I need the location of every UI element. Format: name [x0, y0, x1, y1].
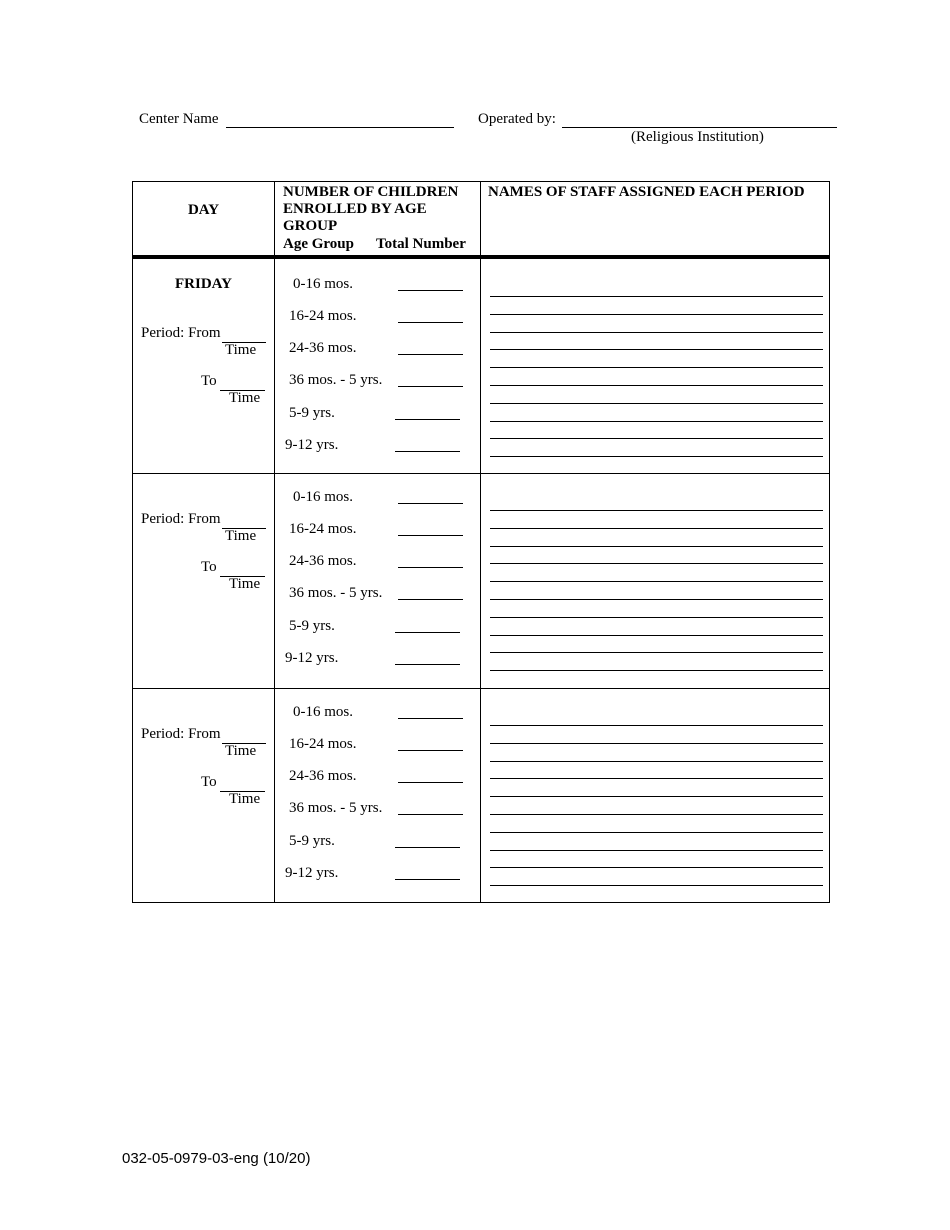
staff-name-line[interactable]: [490, 743, 823, 744]
staff-name-line[interactable]: [490, 438, 823, 439]
total-number-field[interactable]: [398, 386, 463, 387]
total-number-field[interactable]: [395, 879, 460, 880]
staff-column-header: NAMES OF STAFF ASSIGNED EACH PERIOD: [488, 184, 805, 200]
staff-name-line[interactable]: [490, 456, 823, 457]
to-label: To: [201, 774, 217, 790]
age-group-label: 16-24 mos.: [289, 521, 357, 537]
staff-name-line[interactable]: [490, 367, 823, 368]
staff-name-line[interactable]: [490, 546, 823, 547]
staff-name-line[interactable]: [490, 635, 823, 636]
total-number-field[interactable]: [395, 419, 460, 420]
staff-name-line[interactable]: [490, 421, 823, 422]
age-group-label: 24-36 mos.: [289, 768, 357, 784]
operated-by-field[interactable]: [562, 127, 837, 128]
total-number-field[interactable]: [398, 535, 463, 536]
age-group-label: 24-36 mos.: [289, 553, 357, 569]
age-group-label: 36 mos. - 5 yrs.: [289, 800, 383, 816]
staff-name-line[interactable]: [490, 778, 823, 779]
age-group-label: 36 mos. - 5 yrs.: [289, 585, 383, 601]
total-number-field[interactable]: [398, 782, 463, 783]
total-number-field[interactable]: [395, 632, 460, 633]
age-group-label: 16-24 mos.: [289, 308, 357, 324]
day-column-header: DAY: [187, 202, 220, 218]
staff-name-line[interactable]: [490, 314, 823, 315]
age-group-label: 5-9 yrs.: [289, 833, 335, 849]
center-name-label: Center Name: [139, 111, 219, 127]
to-label: To: [201, 559, 217, 575]
staff-name-line[interactable]: [490, 761, 823, 762]
operated-by-label: Operated by:: [478, 111, 556, 127]
total-number-field[interactable]: [398, 599, 463, 600]
age-group-label: 0-16 mos.: [293, 276, 353, 292]
total-number-field[interactable]: [398, 814, 463, 815]
age-group-label: 5-9 yrs.: [289, 618, 335, 634]
total-number-field[interactable]: [395, 451, 460, 452]
age-group-label: 9-12 yrs.: [285, 865, 339, 881]
staff-name-line[interactable]: [490, 385, 823, 386]
time-label: Time: [229, 576, 261, 592]
staff-assignment-table: [132, 181, 830, 903]
religious-institution-note: (Religious Institution): [631, 129, 764, 145]
staff-name-line[interactable]: [490, 850, 823, 851]
staff-name-line[interactable]: [490, 617, 823, 618]
staff-name-line[interactable]: [490, 867, 823, 868]
age-group-subheader: Age Group: [283, 236, 354, 252]
age-group-label: 24-36 mos.: [289, 340, 357, 356]
total-number-field[interactable]: [398, 567, 463, 568]
staff-name-line[interactable]: [490, 296, 823, 297]
period-from-label: Period: From: [141, 325, 221, 341]
staff-name-line[interactable]: [490, 332, 823, 333]
age-group-label: 9-12 yrs.: [285, 437, 339, 453]
period-from-label: Period: From: [141, 511, 221, 527]
staff-name-line[interactable]: [490, 725, 823, 726]
total-number-field[interactable]: [398, 503, 463, 504]
column-divider: [480, 182, 481, 902]
staff-name-line[interactable]: [490, 796, 823, 797]
total-number-field[interactable]: [398, 718, 463, 719]
time-label: Time: [225, 342, 257, 358]
column-divider: [274, 182, 275, 902]
staff-name-line[interactable]: [490, 670, 823, 671]
center-name-field[interactable]: [226, 127, 454, 128]
staff-name-line[interactable]: [490, 563, 823, 564]
period-from-label: Period: From: [141, 726, 221, 742]
total-number-field[interactable]: [395, 847, 460, 848]
total-number-field[interactable]: [395, 664, 460, 665]
header-thick-divider: [133, 255, 829, 259]
staff-name-line[interactable]: [490, 814, 823, 815]
staff-name-line[interactable]: [490, 403, 823, 404]
staff-name-line[interactable]: [490, 528, 823, 529]
form-number: 032-05-0979-03-eng (10/20): [122, 1150, 311, 1167]
children-column-header-line2: ENROLLED BY AGE: [283, 201, 427, 217]
staff-name-line[interactable]: [490, 581, 823, 582]
total-number-field[interactable]: [398, 322, 463, 323]
staff-name-line[interactable]: [490, 885, 823, 886]
children-column-header-line3: GROUP: [283, 218, 338, 234]
staff-name-line[interactable]: [490, 652, 823, 653]
staff-name-line[interactable]: [490, 349, 823, 350]
age-group-label: 16-24 mos.: [289, 736, 357, 752]
time-label: Time: [229, 791, 261, 807]
total-number-field[interactable]: [398, 750, 463, 751]
age-group-label: 0-16 mos.: [293, 489, 353, 505]
age-group-label: 5-9 yrs.: [289, 405, 335, 421]
time-label: Time: [229, 390, 261, 406]
age-group-label: 0-16 mos.: [293, 704, 353, 720]
day-label: FRIDAY: [175, 276, 232, 292]
children-column-header-line1: NUMBER OF CHILDREN: [283, 184, 459, 200]
staff-name-line[interactable]: [490, 599, 823, 600]
staff-name-line[interactable]: [490, 510, 823, 511]
time-label: Time: [225, 528, 257, 544]
section-divider: [133, 473, 829, 474]
total-number-subheader: Total Number: [376, 236, 466, 252]
to-label: To: [201, 373, 217, 389]
total-number-field[interactable]: [398, 290, 463, 291]
section-divider: [133, 688, 829, 689]
age-group-label: 9-12 yrs.: [285, 650, 339, 666]
total-number-field[interactable]: [398, 354, 463, 355]
staff-name-line[interactable]: [490, 832, 823, 833]
time-label: Time: [225, 743, 257, 759]
age-group-label: 36 mos. - 5 yrs.: [289, 372, 383, 388]
